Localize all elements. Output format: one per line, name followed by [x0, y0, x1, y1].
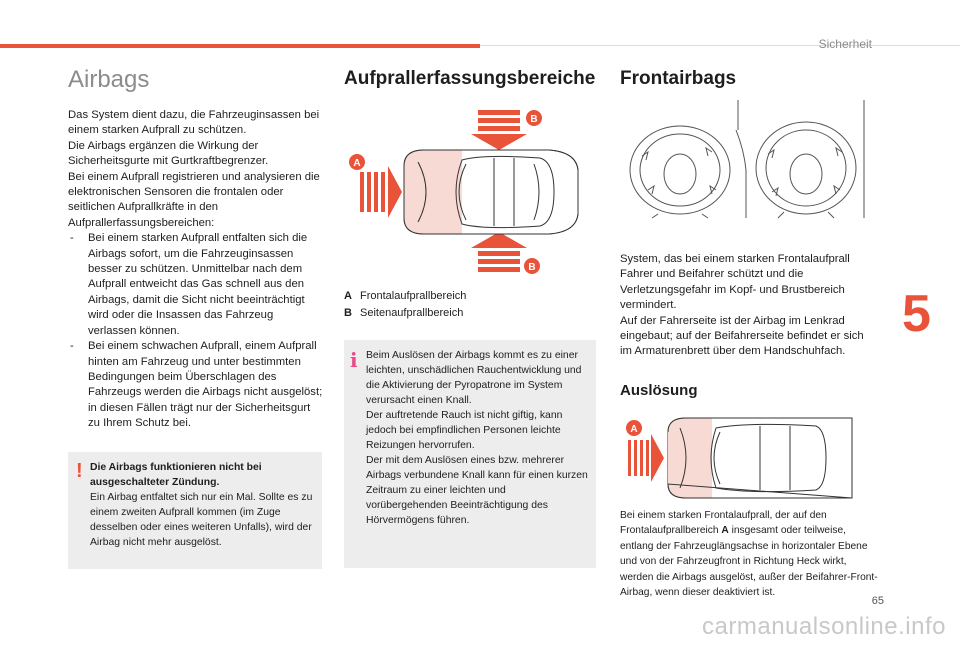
- airbags-paragraph: Das System dient dazu, die Fahrzeuginsassen bei einem starken Aufprall zu schützen.: [68, 109, 320, 137]
- front-impact-arrow: [628, 434, 664, 482]
- airbags-paragraph: Die Airbags ergänzen die Wirkung der Sicherheitsgurte mit Gurtkraftbegrenzer.: [68, 139, 269, 168]
- airbag-illustration: [630, 100, 864, 218]
- side-impact-arrow-bottom: [471, 232, 527, 272]
- info-paragraph: Der auftretende Rauch ist nicht giftig, kann jedoch bei empfindlichen Personen leichte Reizungen hervorrufen.: [366, 410, 563, 451]
- car-top-view: [404, 150, 578, 234]
- info-icon: i: [350, 348, 358, 372]
- info-paragraph: Der mit dem Auslösen eines bzw. mehrerer Airbags verbundene Knall kann für einen kurzen Zeitraum zu einer leichten und vorübergehenden Beeinträchtigung des Hörvermögens führen.: [366, 455, 588, 526]
- list-item: - Bei einem starken Aufprall entfalten sich die Airbags sofort, um die Fahrzeuginsassen besser zu schützen. Unmittelbar nach dem Aufprall entweicht das Gas schnell aus den Airbags, damit die Sicht nicht beeinträchtigt wird oder die Insassen das Fahrzeug verlassen können.: [68, 231, 324, 339]
- label-a: A: [630, 424, 638, 435]
- side-impact-arrow-top: [471, 110, 527, 150]
- airbags-list: [68, 231, 324, 431]
- list-item: - Bei einem schwachen Aufprall, einem Aufprall hinten am Fahrzeug und unter bestimmten Bedingungen beim Überschlagen des Fahrzeugs werden die Airbags nicht ausgelöst; in diesen Fällen trägt nur der Sicherheitsgurt zu Ihrem Schutz bei.: [68, 339, 324, 431]
- warning-title: Die Airbags funktionieren nicht bei ausgeschalteter Zündung.: [90, 462, 262, 488]
- front-paragraph: System, das bei einem starken Frontalaufprall Fahrer und Beifahrer schützt und die Verletzungsgefahr im Kopf- und Brustbereich vermindert.: [620, 253, 850, 312]
- airbags-paragraph: Bei einem Aufprall registrieren und analysieren die elektronischen Sensoren die frontalen oder seitlichen Aufprallkräfte in den Aufprallerfassungsbereichen:: [68, 170, 320, 229]
- front-body: [620, 252, 878, 360]
- label-b-top: B: [530, 114, 538, 125]
- airbags-column: [68, 60, 324, 548]
- zones-title: Aufprallerfassungsbereiche: [344, 68, 596, 89]
- warning-text: Ein Airbag entfaltet sich nur ein Mal. Sollte es zu einem zweiten Aufprall kommen (im Zuge desselben oder eines weiteren Unfalls), wird der Airbag nicht mehr ausgelöst.: [90, 492, 313, 548]
- front-title: Frontairbags: [620, 68, 737, 89]
- front-airbags-column: [620, 60, 878, 599]
- airbags-title: Airbags: [68, 66, 150, 93]
- label-a: A: [353, 158, 361, 169]
- section-label: Sicherheit: [818, 37, 872, 51]
- legend-item: A Frontalaufprallbereich: [344, 290, 467, 302]
- warning-icon: !: [76, 460, 83, 482]
- frontal-impact-figure: [620, 412, 860, 504]
- front-paragraph: Auf der Fahrerseite ist der Airbag im Lenkrad eingebaut; auf der Beifahrerseite befindet er sich im Armaturenbrett über dem Handschuhfach.: [620, 314, 864, 358]
- zones-legend: [344, 288, 596, 322]
- impact-zones-figure: [344, 104, 596, 280]
- header-rule: [480, 45, 960, 46]
- chapter-number: 5: [902, 285, 931, 343]
- info-paragraph: Beim Auslösen der Airbags kommt es zu einer leichten, unschädlichen Rauchentwicklung und die Aktivierung der Pyropatrone im System verursacht einen Knall.: [366, 350, 582, 406]
- watermark: carmanualsonline.info: [702, 613, 946, 640]
- trigger-text: Bei einem starken Frontalaufprall, der auf den Frontalaufprallbereich A insgesamt oder teilweise, entlang der Fahrzeuglängsachse in horizontaler Ebene und von der Fahrzeugfront in Richtung Heck wirkt, werden die Airbags ausgelöst, außer der Beifahrer-Front-Airbag, wenn dieser deaktiviert ist.: [620, 510, 878, 599]
- front-impact-arrow: [360, 166, 402, 218]
- info-box: [344, 340, 596, 568]
- page-number: 65: [871, 595, 884, 607]
- car-top-view-small: [668, 418, 852, 498]
- zones-column: [344, 60, 596, 526]
- legend-item: B Seitenaufprallbereich: [344, 307, 464, 319]
- header-accent-bar: [0, 44, 480, 48]
- warning-box: [68, 452, 322, 569]
- trigger-subtitle: Auslösung: [620, 382, 698, 399]
- label-b-bottom: B: [528, 262, 536, 273]
- airbags-body: [68, 108, 324, 432]
- front-airbags-figure: [628, 100, 874, 220]
